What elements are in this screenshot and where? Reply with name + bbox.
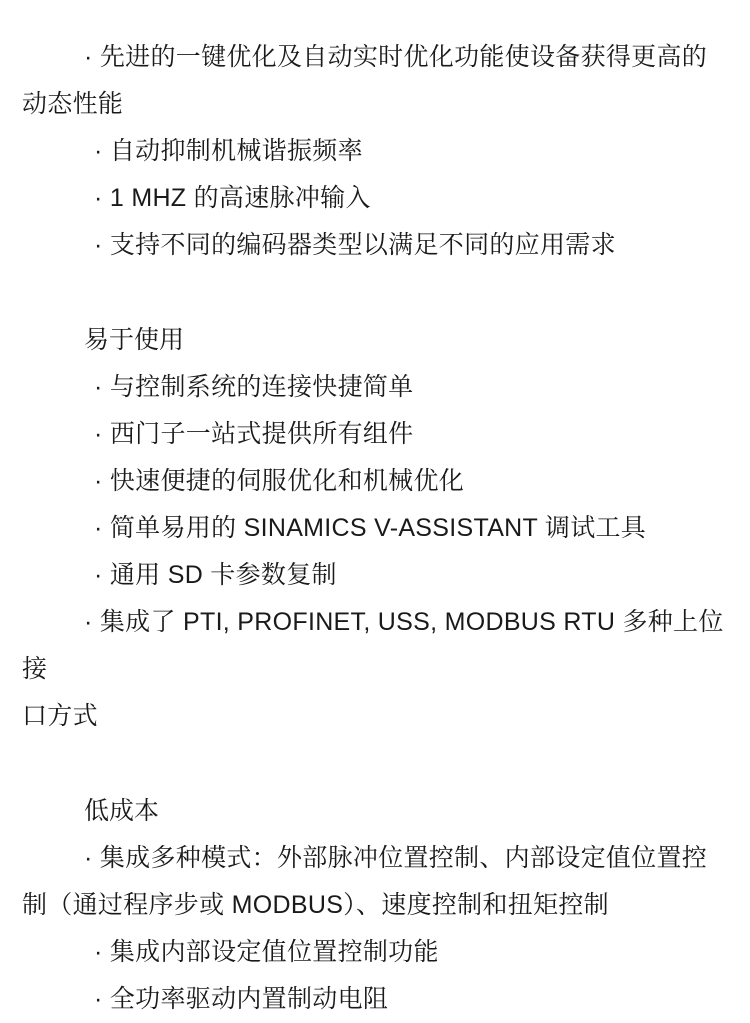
- list-item: · 支持不同的编码器类型以满足不同的应用需求: [94, 231, 616, 259]
- list-item: · 集成内部设定值位置控制功能: [94, 938, 439, 966]
- list-item: · 简单易用的 SINAMICS V-ASSISTANT 调试工具: [94, 514, 647, 542]
- section-performance: [22, 34, 728, 269]
- list-item: · 1 MHZ 的高速脉冲输入: [94, 184, 371, 212]
- list-item-continuation: 动态性能: [22, 90, 124, 118]
- section-gap: [22, 740, 728, 788]
- list-item: · 西门子一站式提供所有组件: [94, 420, 414, 448]
- list-item: · 与控制系统的连接快捷简单: [94, 373, 414, 401]
- list-item-continuation: 制（通过程序步或 MODBUS）、速度控制和扭矩控制: [22, 891, 609, 919]
- section-gap: [22, 269, 728, 317]
- section-heading: 低成本: [84, 797, 160, 825]
- section-ease-of-use: [22, 317, 728, 740]
- section-heading: 易于使用: [84, 326, 185, 354]
- list-item: · 集成了 PTI, PROFINET, USS, MODBUS RTU 多种上位接: [22, 608, 724, 683]
- section-low-cost: [22, 788, 728, 1023]
- list-item: · 通用 SD 卡参数复制: [94, 561, 337, 589]
- list-item: · 快速便捷的伺服优化和机械优化: [94, 467, 465, 495]
- list-item: · 先进的一键优化及自动实时优化功能使设备获得更高的: [84, 43, 708, 71]
- list-item: · 集成多种模式：外部脉冲位置控制、内部设定值位置控: [84, 844, 708, 872]
- list-item-continuation: 口方式: [22, 702, 98, 730]
- list-item: · 自动抑制机械谐振频率: [94, 137, 363, 165]
- list-item: · 全功率驱动内置制动电阻: [94, 985, 389, 1013]
